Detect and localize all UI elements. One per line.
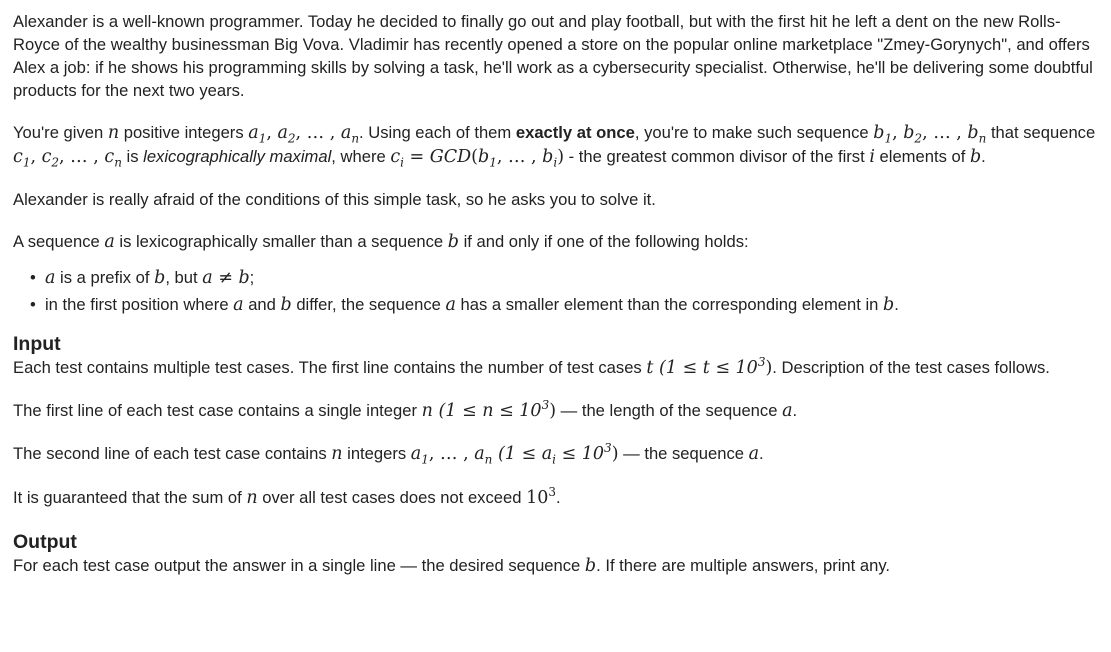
math-n: n <box>107 123 120 143</box>
math-b: b <box>447 232 459 252</box>
output-paragraph: For each test case output the answer in a single line — the desired sequence b. If there are multiple answers, print any. <box>13 556 891 576</box>
input-n-paragraph: The first line of each test case contains a single integer n $(1 \le n \le 10^3)$ — the length of the sequence a. <box>13 398 798 421</box>
output-section-title: Output <box>13 531 77 553</box>
afraid-paragraph: Alexander is really afraid of the conditions of this simple task, so he asks you to solve it. <box>13 190 656 209</box>
math-gcd-formula: $c_i = GCD(b_1$, … , $b_i$) <box>390 147 565 170</box>
math-10-cubed: $10^3$ <box>526 485 556 508</box>
lex-conditions-list <box>13 266 1098 317</box>
bullet-icon: • <box>30 295 36 314</box>
math-t-range: $(1 \le t \le 10^3)$ <box>658 355 773 378</box>
intro-paragraph: Alexander is a well-known programmer. Today he decided to finally go out and play football, but with the first hit he left a dent on the new Rolls-Royce of the wealthy businessman Big Vova. Vladimir has recently opened a store on the popular online marketplace "Zmey-Gorynych", and offers Alex a job: if he shows his programming skills by solving a task, he'll work as a cybersecurity specialist. Otherwise, he'll be delivering some doubtful products for the next two years. <box>13 12 1093 100</box>
bullet-icon: • <box>30 268 36 287</box>
math-n-range: $(1 \le n \le 10^3)$ <box>438 398 557 421</box>
bold-exactly-at-once: exactly at once <box>515 123 635 142</box>
math-c-sequence: $c_1$, $c_2$, … , $c_n$ <box>13 147 122 170</box>
math-t: t <box>646 358 654 378</box>
math-a1-an: $a_1$, … , $a_n$ <box>410 444 493 467</box>
lex-definition-paragraph: A sequence a is lexicographically smaller than a sequence b if and only if one of the following holds: <box>13 232 749 252</box>
list-item: • a is a prefix of b, but a ≠ b; <box>30 268 255 288</box>
input-sum-paragraph: It is guaranteed that the sum of n over all test cases does not exceed $10^3$. <box>13 485 561 508</box>
math-i: i <box>869 147 875 167</box>
math-b-sequence: $b_1$, $b_2$, … , $b_n$ <box>873 123 987 146</box>
math-a: a <box>104 232 115 252</box>
italic-lexicographically-maximal: lexicographically maximal <box>143 147 332 166</box>
input-test-count-paragraph: Each test contains multiple test cases. The first line contains the number of test cases t $(1 \le t \le 10^3)$. Description of the test cases follows. <box>13 355 1050 378</box>
task-paragraph: You're given n positive integers $a_1$, $a_2$, … , $a_n$. Using each of them exactly at once, you're to make such sequence $b_1$, $b_2$, … , $b_n$ that sequence $c_1$, $c_2$, … , $c_n$ is lexicographically maximal, where $c_i = GCD(b_1$, … , $b_i$) - the greatest common divisor of the first i elements of b. <box>13 123 1096 170</box>
math-b: b <box>969 147 982 167</box>
math-a-sequence: $a_1$, $a_2$, … , $a_n$ <box>248 123 360 146</box>
list-item: • in the first position where a and b differ, the sequence a has a smaller element than the corresponding element in b. <box>30 295 899 315</box>
math-ai-range: $(1 \le a_i \le 10^3)$ <box>497 441 619 467</box>
math-a-neq-b: a ≠ b <box>202 268 250 288</box>
input-a-paragraph: The second line of each test case contains n integers $a_1$, … , $a_n$ $(1 \le a_i \le 10^3)$ — the sequence a. <box>13 441 764 467</box>
input-section-title: Input <box>13 333 61 355</box>
